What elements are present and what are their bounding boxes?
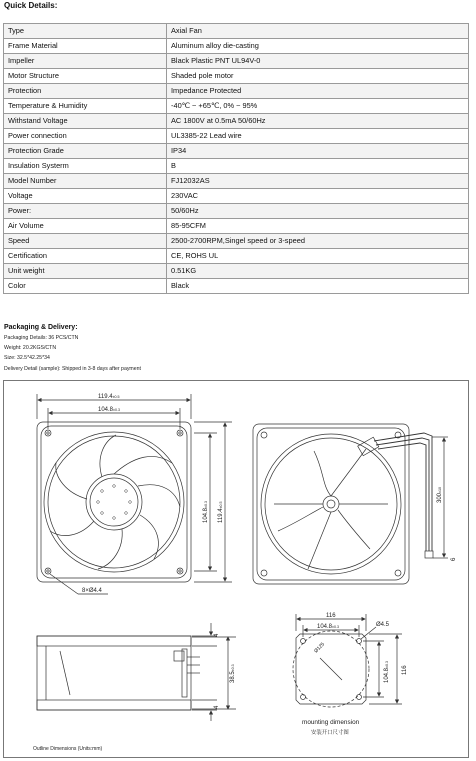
spec-value: 230VAC: [167, 189, 469, 204]
quick-details-title: Quick Details:: [4, 1, 58, 10]
spec-key: Unit weight: [4, 264, 167, 279]
spec-row: [4, 264, 469, 279]
dim-front-width-hole: 104.8±0.3: [98, 407, 120, 413]
dim-front-height-hole: 104.8±0.3: [203, 501, 209, 523]
spec-key: Type: [4, 24, 167, 39]
packaging-size: Size: 32.5*42.25*34: [4, 355, 50, 361]
spec-value: 0.51KG: [167, 264, 469, 279]
dim-mount-hole-diameter: Ø4.5: [376, 622, 390, 628]
spec-value: CE, ROHS UL: [167, 249, 469, 264]
dim-mounting-holes: 8×Ø4.4: [82, 588, 102, 594]
spec-row: [4, 144, 469, 159]
spec-key: Model Number: [4, 174, 167, 189]
spec-value: 50/60Hz: [167, 204, 469, 219]
spec-row: [4, 204, 469, 219]
dim-wire-end: 6: [451, 557, 457, 561]
mounting-dimension-label-cn: 安装开口尺寸图: [311, 730, 349, 736]
dim-wire-length: 300±10: [437, 487, 443, 503]
spec-value: UL3385-22 Lead wire: [167, 129, 469, 144]
spec-value: Impedance Protected: [167, 84, 469, 99]
spec-key: Speed: [4, 234, 167, 249]
spec-row: [4, 249, 469, 264]
packaging-delivery: Delivery Detail (sample): Shipped in 3-8 days after payment: [4, 366, 141, 372]
spec-value: 85-95CFM: [167, 219, 469, 234]
spec-key: Frame Material: [4, 39, 167, 54]
spec-key: Temperature & Humidity: [4, 99, 167, 114]
spec-value: 2500-2700RPM,Singel speed or 3-speed: [167, 234, 469, 249]
mounting-dimension-label: mounting dimension: [302, 719, 360, 726]
packaging-title: Packaging & Delivery:: [4, 324, 78, 331]
spec-key: Power:: [4, 204, 167, 219]
dim-front-height-outer: 119.4±0.5: [218, 501, 224, 523]
front-view: [37, 422, 191, 582]
spec-row: [4, 129, 469, 144]
spec-value: IP34: [167, 144, 469, 159]
spec-row: [4, 24, 469, 39]
spec-key: Insulation Systerm: [4, 159, 167, 174]
spec-value: Axial Fan: [167, 24, 469, 39]
spec-row: [4, 219, 469, 234]
spec-key: Motor Structure: [4, 69, 167, 84]
dim-front-width-outer: 119.4±0.5: [98, 394, 120, 400]
side-view: [37, 636, 200, 710]
spec-key: Color: [4, 279, 167, 294]
back-view: [253, 424, 433, 584]
spec-key: Certification: [4, 249, 167, 264]
spec-row: [4, 54, 469, 69]
dim-mount-vertical-outer: 116: [402, 665, 408, 675]
spec-value: Aluminum alloy die-casting: [167, 39, 469, 54]
spec-key: Protection: [4, 84, 167, 99]
outline-dimensions-label: Outline Dimensions (Units:mm): [33, 746, 103, 752]
spec-row: [4, 69, 469, 84]
spec-row: [4, 39, 469, 54]
dim-side-bottom: 4: [214, 705, 220, 709]
spec-key: Air Volume: [4, 219, 167, 234]
technical-drawing: [4, 381, 470, 759]
spec-row: [4, 234, 469, 249]
spec-key: Impeller: [4, 54, 167, 69]
spec-key: Voltage: [4, 189, 167, 204]
dim-mount-hole: 104.8±0.3: [317, 624, 339, 630]
dim-mount-circle: Ø125: [313, 641, 327, 655]
spec-row: [4, 279, 469, 294]
spec-value: -40℃ ~ +65℃, 0% ~ 95%: [167, 99, 469, 114]
spec-value: Shaded pole motor: [167, 69, 469, 84]
dim-mount-vertical-hole: 104.8±0.3: [384, 661, 390, 683]
spec-row: [4, 189, 469, 204]
spec-row: [4, 99, 469, 114]
dim-side-height: 38.5±0.3: [230, 664, 236, 683]
spec-value: Black: [167, 279, 469, 294]
spec-row: [4, 114, 469, 129]
dim-side-top: 4: [214, 633, 220, 637]
spec-value: B: [167, 159, 469, 174]
dim-mount-outer: 116: [326, 613, 336, 619]
spec-row: [4, 174, 469, 189]
packaging-weight: Weight: 20.2KGS/CTN: [4, 345, 57, 351]
spec-value: FJ12032AS: [167, 174, 469, 189]
outline-drawing: [3, 380, 469, 758]
spec-row: [4, 159, 469, 174]
spec-key: Withstand Voltage: [4, 114, 167, 129]
spec-row: [4, 84, 469, 99]
mounting-view: [293, 631, 369, 707]
packaging-details: Packaging Details: 36 PCS/CTN: [4, 335, 79, 341]
spec-value: Black Plastic PNT UL94V-0: [167, 54, 469, 69]
spec-key: Power connection: [4, 129, 167, 144]
spec-table: [3, 23, 469, 294]
spec-key: Protection Grade: [4, 144, 167, 159]
spec-value: AC 1800V at 0.5mA 50/60Hz: [167, 114, 469, 129]
